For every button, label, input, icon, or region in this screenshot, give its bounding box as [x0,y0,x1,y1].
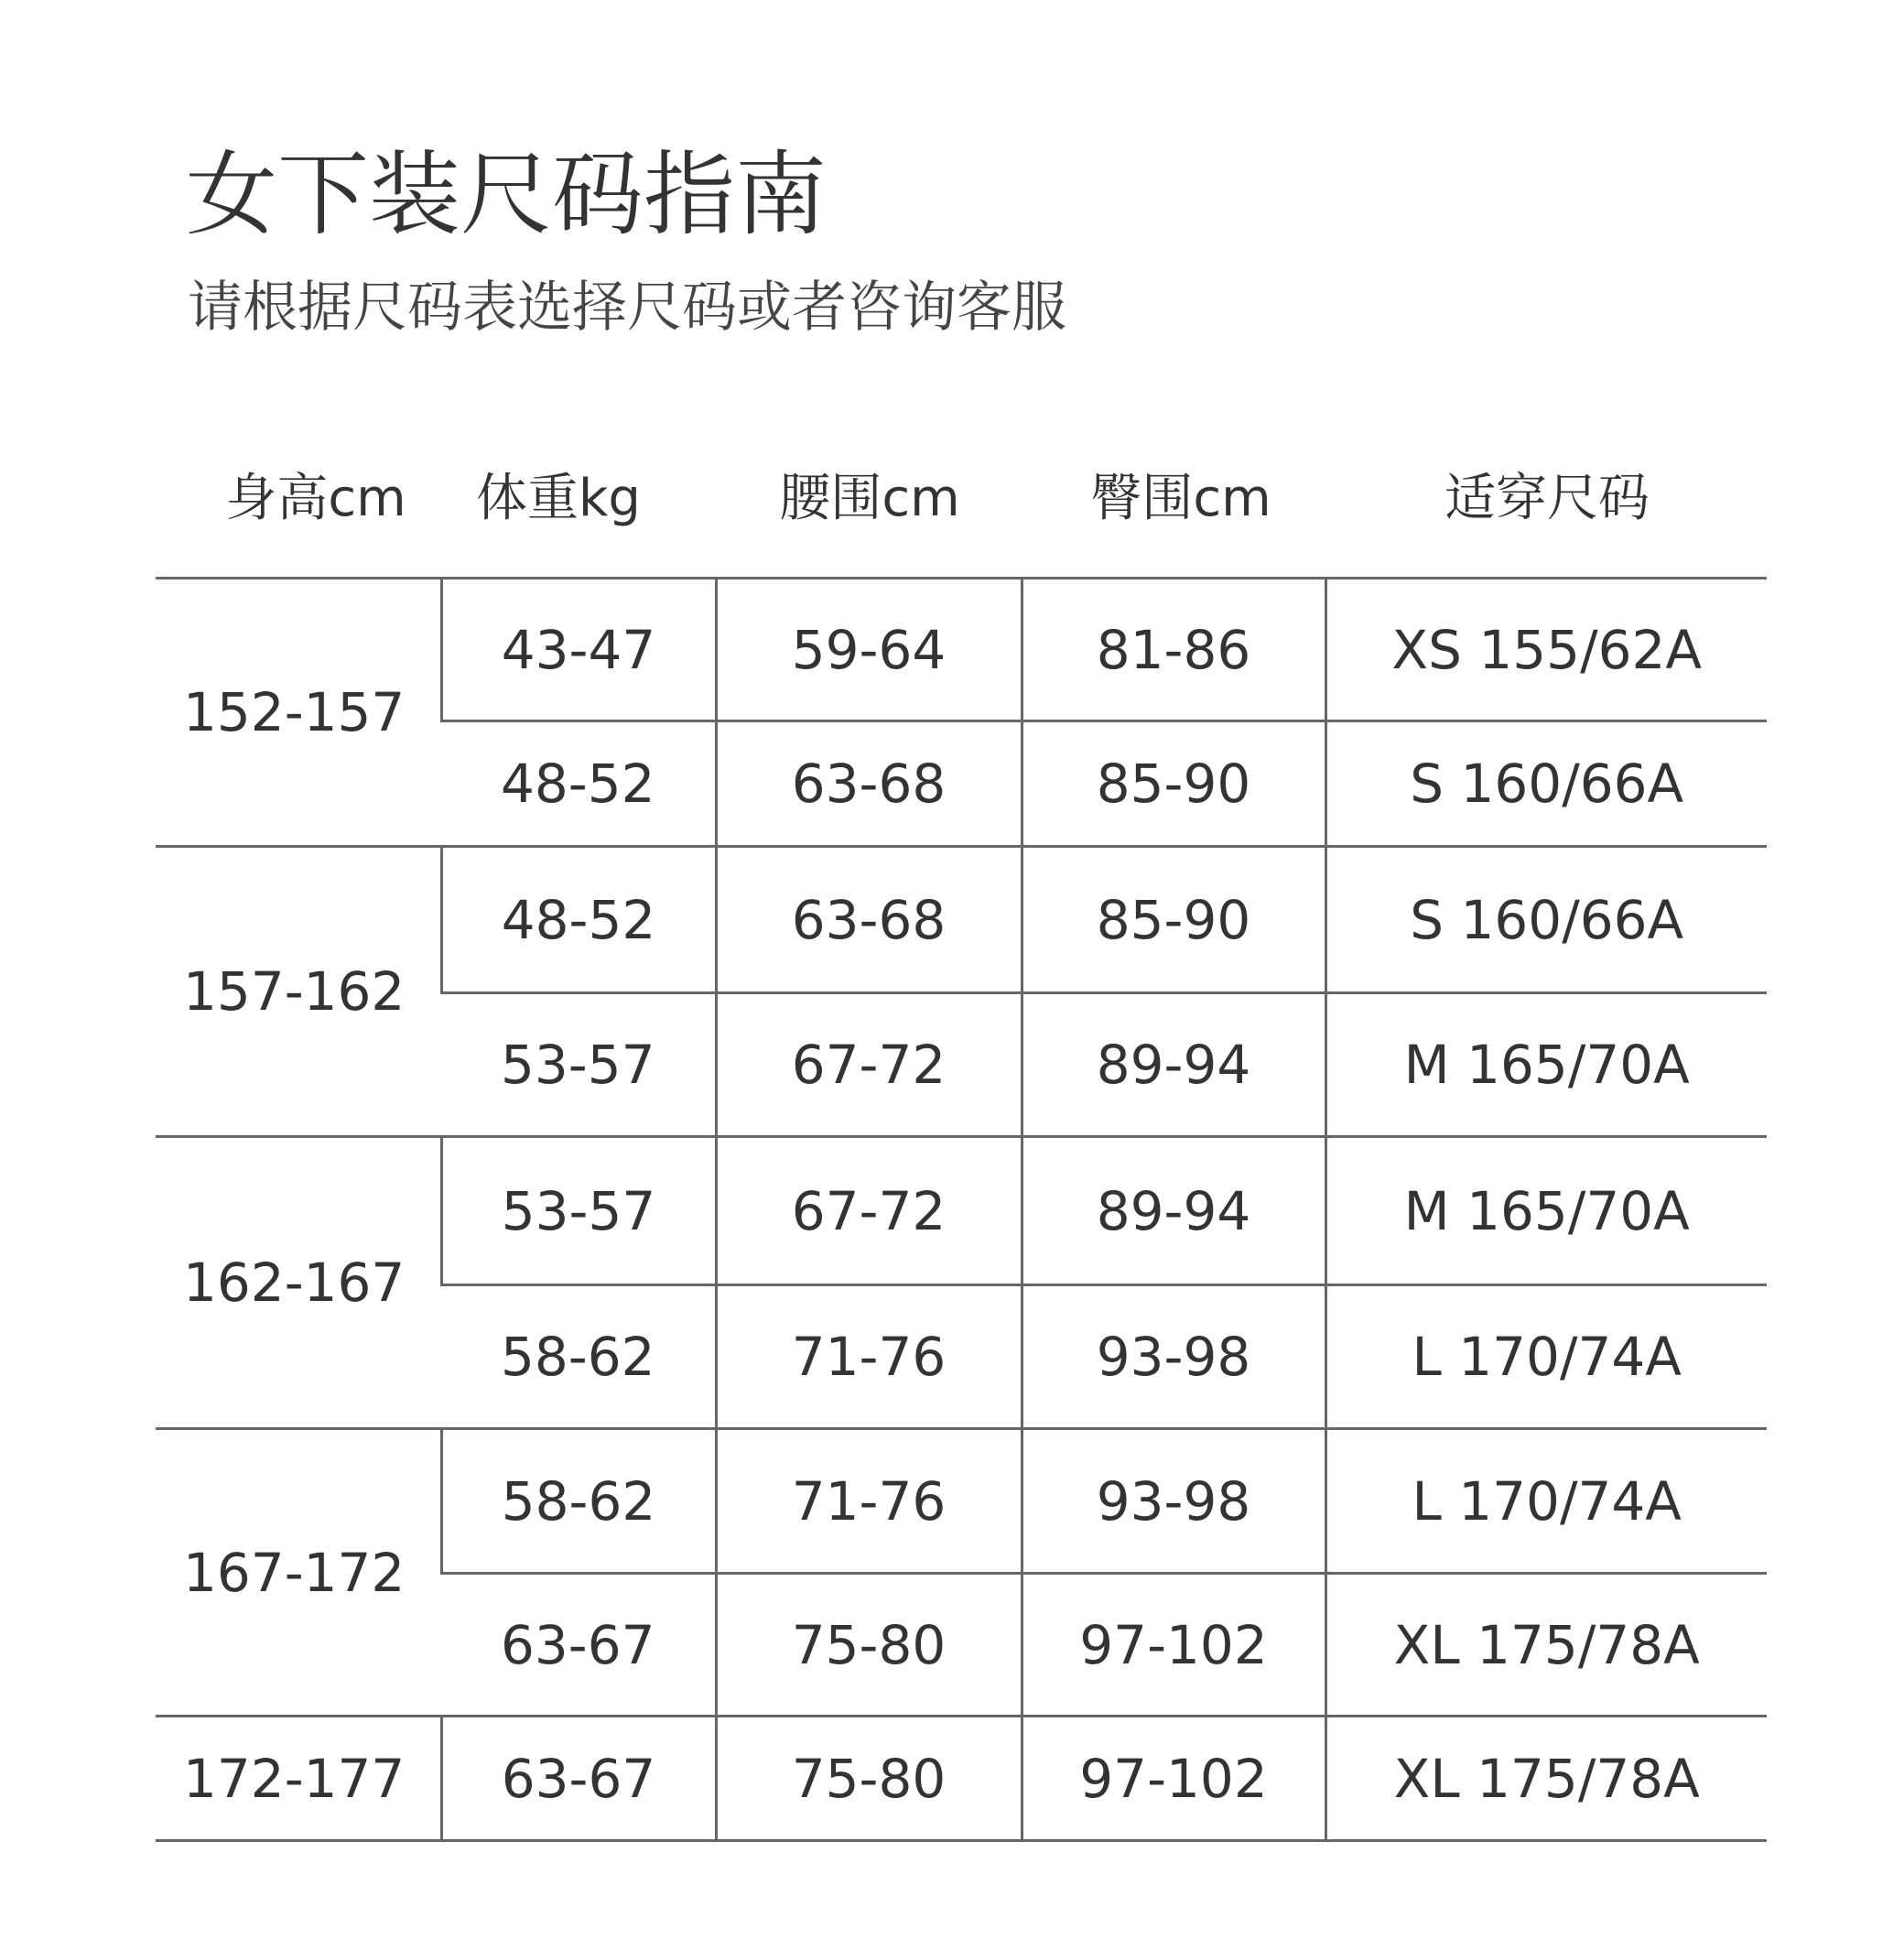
header-waist: 腰围cm [779,469,960,528]
hip-range: 89-94 [1022,1137,1325,1285]
page-subtitle: 请根据尺码表选择尺码或者咨询客服 [188,276,1066,340]
weight-range: 53-57 [441,1137,716,1285]
table-row [156,579,1767,721]
size-label: XS 155/62A [1325,579,1767,721]
waist-range: 67-72 [716,1137,1022,1285]
size-label: L 170/74A [1325,1429,1767,1574]
header-height: 身高cm [225,469,406,528]
waist-range: 63-68 [716,847,1022,993]
hip-range: 89-94 [1022,993,1325,1137]
waist-range: 59-64 [716,579,1022,721]
height-range: 172-177 [156,1717,441,1841]
hip-range: 97-102 [1022,1574,1325,1717]
height-range: 167-172 [156,1429,441,1717]
size-label: XL 175/78A [1325,1574,1767,1717]
weight-range: 63-67 [441,1574,716,1717]
size-label: L 170/74A [1325,1285,1767,1429]
height-range: 162-167 [156,1137,441,1429]
header-hip: 臀围cm [1090,469,1271,528]
size-label: XL 175/78A [1325,1717,1767,1841]
header-weight: 体重kg [476,469,641,528]
size-label: S 160/66A [1325,847,1767,993]
waist-range: 75-80 [716,1717,1022,1841]
size-label: S 160/66A [1325,721,1767,847]
size-table [156,577,1767,1842]
waist-range: 71-76 [716,1285,1022,1429]
weight-range: 48-52 [441,721,716,847]
size-label: M 165/70A [1325,993,1767,1137]
waist-range: 71-76 [716,1429,1022,1574]
hip-range: 85-90 [1022,721,1325,847]
table-row [156,1429,1767,1574]
page-title: 女下装尺码指南 [186,141,827,248]
hip-range: 93-98 [1022,1429,1325,1574]
table-row [156,1137,1767,1285]
hip-range: 81-86 [1022,579,1325,721]
height-range: 152-157 [156,579,441,847]
hip-range: 93-98 [1022,1285,1325,1429]
height-range: 157-162 [156,847,441,1137]
weight-range: 48-52 [441,847,716,993]
size-label: M 165/70A [1325,1137,1767,1285]
weight-range: 63-67 [441,1717,716,1841]
waist-range: 67-72 [716,993,1022,1137]
waist-range: 63-68 [716,721,1022,847]
table-row [156,847,1767,993]
table-row [156,1717,1767,1841]
weight-range: 58-62 [441,1285,716,1429]
hip-range: 85-90 [1022,847,1325,993]
waist-range: 75-80 [716,1574,1022,1717]
table-header-row [0,462,1904,536]
weight-range: 58-62 [441,1429,716,1574]
weight-range: 43-47 [441,579,716,721]
weight-range: 53-57 [441,993,716,1137]
hip-range: 97-102 [1022,1717,1325,1841]
header-size: 适穿尺码 [1444,469,1650,528]
